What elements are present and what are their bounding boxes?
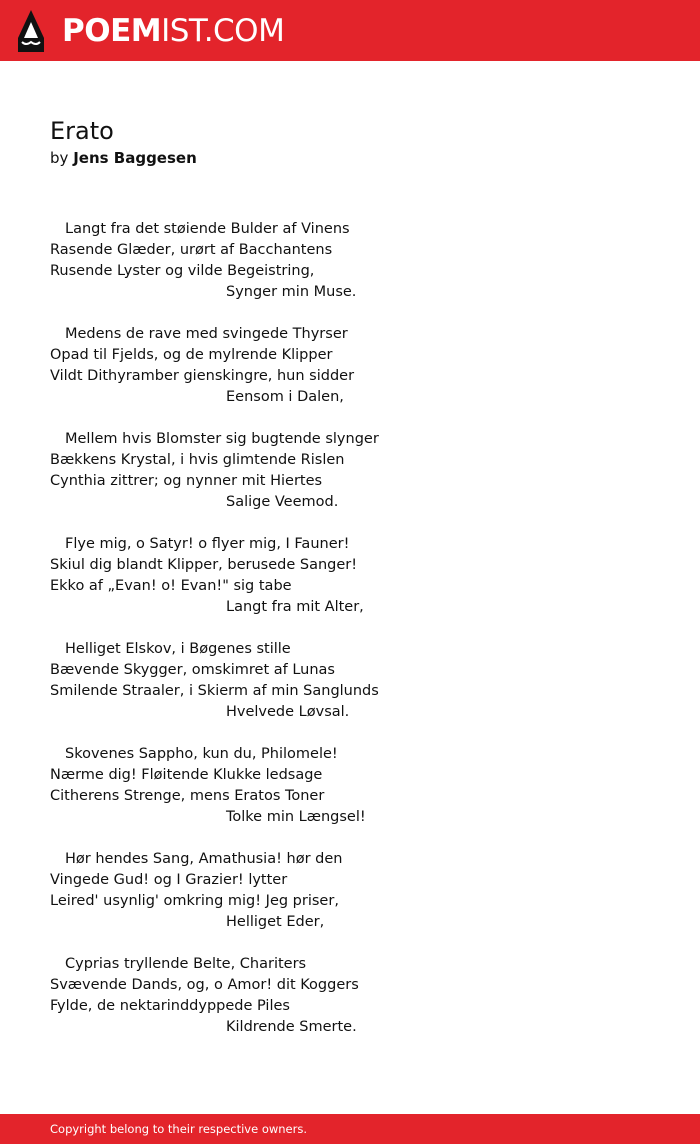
poem-line: Smilende Straaler, i Skierm af min Sanglunds bbox=[50, 683, 379, 699]
poem-line: Bævende Skygger, omskimret af Lunas bbox=[50, 662, 335, 678]
poem-line: Hør hendes Sang, Amathusia! hør den bbox=[65, 851, 343, 867]
poem-line: Bækkens Krystal, i hvis glimtende Rislen bbox=[50, 452, 345, 468]
stanza bbox=[50, 534, 650, 618]
poem-line: Mellem hvis Blomster sig bugtende slynger bbox=[65, 431, 379, 447]
copyright-notice: Copyright belong to their respective owners. bbox=[50, 1122, 308, 1136]
logo-bold-text: POEM bbox=[62, 13, 162, 49]
poem-line: Synger min Muse. bbox=[226, 284, 357, 300]
poem-line: Hvelvede Løvsal. bbox=[226, 704, 350, 720]
stanza bbox=[50, 324, 650, 408]
pencil-tip-icon[interactable] bbox=[18, 10, 44, 52]
stanza bbox=[50, 954, 650, 1038]
logo-light-text: IST.COM bbox=[161, 13, 285, 49]
by-label: by bbox=[50, 149, 69, 167]
poem-line: Kildrende Smerte. bbox=[226, 1019, 357, 1035]
author-name[interactable]: Jens Baggesen bbox=[73, 149, 197, 167]
poem-line: Ekko af „Evan! o! Evan!" sig tabe bbox=[50, 578, 292, 594]
stanza bbox=[50, 429, 650, 513]
byline bbox=[50, 148, 197, 168]
poem-line: Helliget Elskov, i Bøgenes stille bbox=[65, 641, 291, 657]
poem-line: Vildt Dithyramber gienskingre, hun sidder bbox=[50, 368, 355, 384]
poem-line: Cyprias tryllende Belte, Chariters bbox=[65, 956, 307, 972]
poem-line: Leired' usynlig' omkring mig! Jeg priser, bbox=[50, 893, 339, 909]
poem-line: Langt fra det støiende Bulder af Vinens bbox=[65, 221, 350, 237]
poem-line: Tolke min Længsel! bbox=[226, 809, 366, 825]
poem-line: Rusende Lyster og vilde Begeistring, bbox=[50, 263, 315, 279]
poem-line: Salige Veemod. bbox=[226, 494, 339, 510]
poem-line: Opad til Fjelds, og de mylrende Klipper bbox=[50, 347, 333, 363]
poem-line: Fylde, de nektarinddyppede Piles bbox=[50, 998, 290, 1014]
poem-line: Medens de rave med svingede Thyrser bbox=[65, 326, 348, 342]
stanza bbox=[50, 639, 650, 723]
poem-line: Nærme dig! Fløitende Klukke ledsage bbox=[50, 767, 323, 783]
poem-line: Skovenes Sappho, kun du, Philomele! bbox=[65, 746, 338, 762]
stanza bbox=[50, 849, 650, 933]
poem-line: Langt fra mit Alter, bbox=[226, 599, 364, 615]
poem-line: Helliget Eder, bbox=[226, 914, 325, 930]
poem-line: Citherens Strenge, mens Eratos Toner bbox=[50, 788, 325, 804]
poem-line: Rasende Glæder, urørt af Bacchantens bbox=[50, 242, 333, 258]
poem-line: Eensom i Dalen, bbox=[226, 389, 344, 405]
poem-line: Vingede Gud! og I Grazier! lytter bbox=[50, 872, 288, 888]
site-header bbox=[0, 0, 700, 61]
poem-line: Svævende Dands, og, o Amor! dit Koggers bbox=[50, 977, 359, 993]
stanza bbox=[50, 744, 650, 828]
poem-body bbox=[50, 219, 650, 1059]
poem-line: Cynthia zittrer; og nynner mit Hiertes bbox=[50, 473, 323, 489]
poem-line: Skiul dig blandt Klipper, berusede Sanger! bbox=[50, 557, 358, 573]
site-footer bbox=[0, 1114, 700, 1144]
stanza bbox=[50, 219, 650, 303]
site-logo[interactable] bbox=[62, 11, 284, 51]
poem-line: Flye mig, o Satyr! o flyer mig, I Fauner! bbox=[65, 536, 350, 552]
poem-title: Erato bbox=[50, 117, 114, 145]
